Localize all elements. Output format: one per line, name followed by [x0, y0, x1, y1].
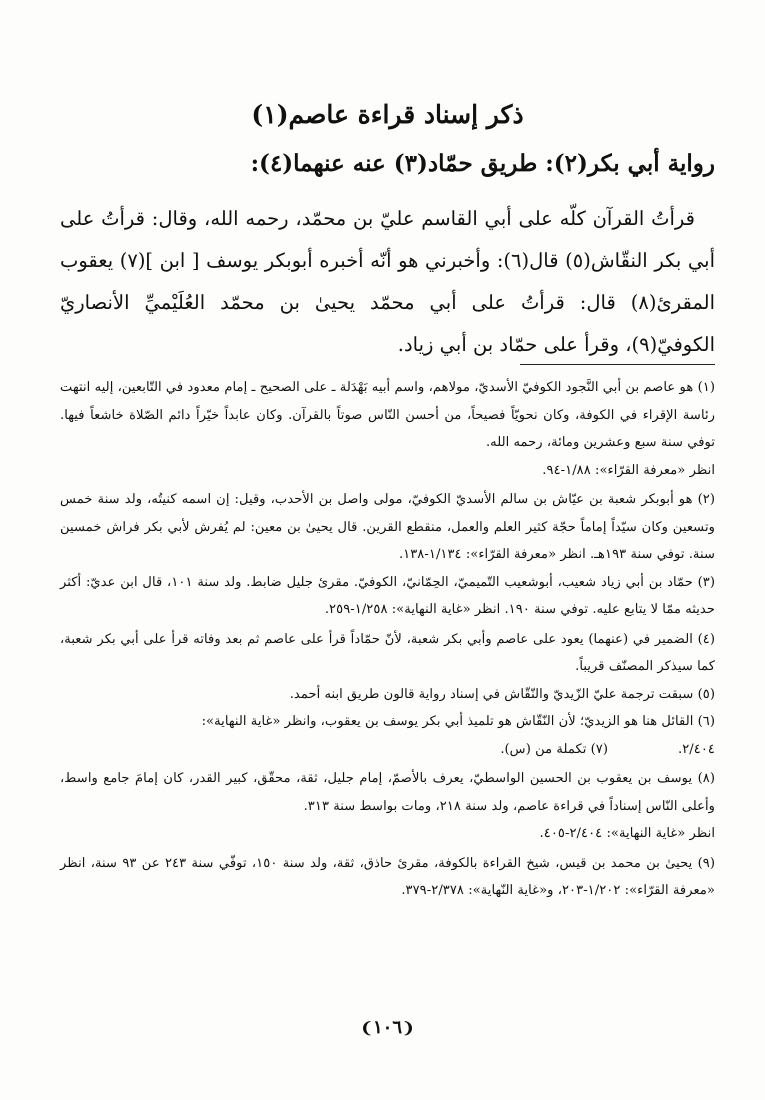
page-number-value: ١٠٦	[372, 1017, 402, 1038]
footnotes	[60, 374, 715, 905]
footnote-separator	[520, 364, 715, 365]
book-page	[60, 0, 715, 1100]
footnote-6: (٦) القائل هنا هو الزيديّ؛ لأن النّقّاش هو تلميذ أبي بكر يوسف بن يعقوب، وانظر «غاية النهاية»:	[201, 714, 715, 729]
main-text	[60, 198, 715, 366]
footnote-6-ref: ٢/٤٠٤.	[678, 741, 715, 757]
main-paragraph: قرأتُ القرآن كلّه على أبي القاسم عليّ بن محمّد، رحمه الله، وقال: قرأتُ على أبي بكر النقّاش(٥) قال(٦): وأخبرني هو أنّه أخبره أبوبكر يوسف [ ابن ](٧) يعقوب المقرئ(٨) قال: قرأتُ على أبي محمّد يحيىٰ بن محمّد العُلَيْميِّ الأنصاريّ الكوفيّ(٩)، وقرأ على حمّاد بن أبي زياد.	[60, 207, 715, 356]
footnote-3: (٣) حمّاد بن أبي زياد شعيب، أبوشعيب التّميميّ، الحِمّانيّ، الكوفيّ. مقرئ جليل ضابط. ولد سنة ١٠١، قال ابن عديّ: أكثر حديثه ممّا لا يتابع عليه. توفي سنة ١٩٠. انظر «غاية النهاية»: ١/٢٥٨-٢٥٩.	[60, 574, 715, 617]
footnote-1: (١) هو عاصم بن أبي النَّجود الكوفيّ الأسديّ، مولاهم، واسم أبيه بَهْدَلة ـ على الصحيح ـ إمام معدود في التّابعين، إليه انتهت رئاسة الإقراء في الكوفة، وكان نحويّاً فصيحاً، من أحسن النّاس صوتاً بالقرآن. وكان عابداً خيّراً دائم الصّلاة خاشعاً فيها. توفي سنة سبع وعشرين ومائة، رحمه الله.	[60, 380, 715, 450]
footnote-5: (٥) سبقت ترجمة عليّ الزّيديّ والنّقّاش في إسناد رواية قالون طريق ابنه أحمد.	[289, 686, 715, 702]
footnote-8: (٨) يوسف بن يعقوب بن الحسين الواسطيّ، يعرف بالأصمّ، إمام جليل، ثقة، محقّق، كبير القدر، كان إمامَ جامع واسط، وأعلى النّاس إسناداً في قراءة عاصم، ولد سنة ٢١٨، ومات بواسط سنة ٣١٣.	[60, 771, 715, 814]
footnote-8-source: انظر «غاية النهاية»: ٢/٤٠٤-٤٠٥.	[539, 826, 715, 841]
footnote-7: (٧) تكملة من (س).	[500, 741, 609, 757]
page-number	[60, 1017, 715, 1038]
section-title: ذكر إسناد قراءة عاصم(١)	[251, 100, 524, 129]
footnote-4: (٤) الضمير في (عنهما) يعود على عاصم وأبي بكر شعبة، لأنّ حمّاداً قرأ على عاصم ثم بعد وفاته قرأ على أبي بكر شعبة، كما سيذكر المصنّف قريباً.	[60, 631, 715, 674]
left-ornament-icon: ❨	[402, 1019, 415, 1037]
section-subtitle: رواية أبي بكر(٢): طريق حمّاد(٣) عنه عنهما(٤):	[250, 150, 715, 177]
footnote-1-source: انظر «معرفة القرّاء»: ١/٨٨-٩٤.	[542, 462, 715, 478]
footnote-2: (٢) هو أبوبكر شعبة بن عيّاش بن سالم الأسديّ الكوفيّ، مولى واصل بن الأحدب، وقيل: إن اسمه كنيتُه، ولد سنة خمس وتسعين وكان سيّداً إماماً حجّة كثير العلم والعمل، منقطع القرين. قال يحيىٰ بن معين: لم يُفرش لأبي بكر فراش خمسين سنة. توفي سنة ١٩٣هـ. انظر «معرفة القرّاء»: ١/١٣٤-١٣٨.	[60, 492, 715, 562]
right-ornament-icon: ❩	[360, 1019, 373, 1037]
footnote-row	[60, 736, 715, 764]
footnote-9: (٩) يحيىٰ بن محمد بن قيس، شيخ القراءة بالكوفة، مقرئ حاذق، ثقة، ولد سنة ١٥٠، توفّي سنة ٢٤٣ عن ٩٣ سنة، انظر «معرفة القرّاء»: ١/٢٠٢-٢٠٣، و«غاية النّهاية»: ٢/٣٧٨-٣٧٩.	[60, 855, 715, 898]
